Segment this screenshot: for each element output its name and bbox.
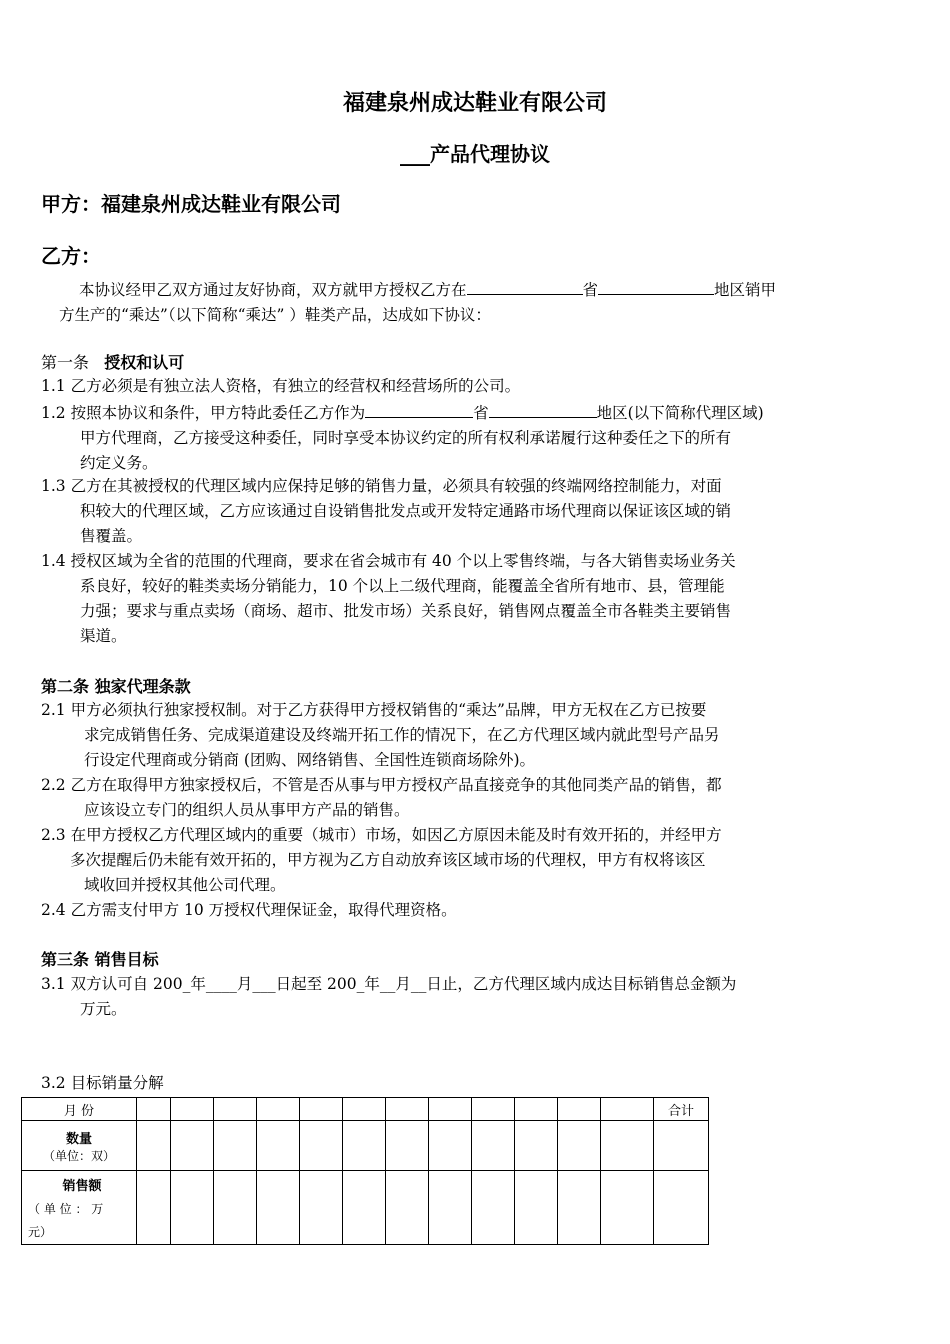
party-b: 乙方： <box>41 244 101 268</box>
table-cell[interactable] <box>472 1098 515 1121</box>
table-row-month <box>22 1098 709 1121</box>
clause-3-2: 3.2 目标销量分解 <box>41 1074 164 1092</box>
article3-heading: 第三条 销售目标 <box>41 950 159 969</box>
clause-2-4: 2.4 乙方需支付甲方 10 万授权代理保证金，取得代理资格。 <box>41 901 457 919</box>
company-title: 福建泉州成达鞋业有限公司 <box>342 91 607 116</box>
table-cell[interactable] <box>257 1098 300 1121</box>
sales-label-cell: 销售额 （ 单 位 ： 万 元） <box>22 1171 137 1245</box>
table-cell[interactable] <box>429 1098 472 1121</box>
clause-1-1: 1.1 乙方必须是有独立法人资格，有独立的经营权和经营场所的公司。 <box>41 377 521 395</box>
table-cell[interactable] <box>386 1098 429 1121</box>
table-cell[interactable] <box>343 1171 386 1245</box>
table-cell[interactable] <box>171 1098 214 1121</box>
intro-text-1: 本协议经甲乙双方通过友好协商，双方就甲方授权乙方在 <box>79 281 467 299</box>
table-cell[interactable] <box>257 1171 300 1245</box>
article2-heading: 第二条 独家代理条款 <box>41 677 191 696</box>
table-cell[interactable] <box>515 1171 558 1245</box>
table-cell[interactable] <box>558 1171 601 1245</box>
table-cell[interactable] <box>300 1098 343 1121</box>
table-row-sales <box>22 1171 709 1245</box>
table-cell[interactable] <box>386 1121 429 1171</box>
table-row-quantity <box>22 1121 709 1171</box>
clause-1-2: 1.2 按照本协议和条件，甲方特此委任乙方作为 省 地区(以下简称代理区域) 甲方代理商，乙方接受这种委任，同时享受本协议约定的所有权利承诺履行这种委任之下的所有 约定义务。 <box>41 399 886 476</box>
table-cell[interactable] <box>214 1098 257 1121</box>
table-cell[interactable] <box>257 1121 300 1171</box>
clause-2-1: 2.1 甲方必须执行独家授权制。对于乙方获得甲方授权销售的“乘达”品牌，甲方无权在乙方已按要 求完成销售任务、完成渠道建设及终端开拓工作的情况下，在乙方代理区域内就此型号产品另 行设定代理商或分销商 (团购、网络销售、全国性连锁商场除外)。 <box>41 701 720 769</box>
table-cell[interactable] <box>601 1098 654 1121</box>
intro-province: 省 <box>582 281 599 299</box>
month-label-cell: 月 份 <box>22 1098 137 1121</box>
table-cell[interactable] <box>171 1121 214 1171</box>
table-cell[interactable] <box>300 1171 343 1245</box>
table-cell[interactable] <box>386 1171 429 1245</box>
clause-3-1: 3.1 双方认可自 200_年____月___日起至 200_年__月__日止，乙方代理区域内成达目标销售总金额为 万元。 <box>41 975 737 1018</box>
table-cell[interactable] <box>472 1171 515 1245</box>
quantity-label-cell: 数量 （单位：双） <box>22 1121 137 1171</box>
party-a: 甲方：福建泉州成达鞋业有限公司 <box>41 192 341 216</box>
table-cell[interactable] <box>214 1121 257 1171</box>
table-cell[interactable] <box>654 1171 709 1245</box>
table-cell[interactable] <box>558 1121 601 1171</box>
table-cell[interactable] <box>515 1098 558 1121</box>
clause-2-3: 2.3 在甲方授权乙方代理区域内的重要（城市）市场，如因乙方原因未能及时有效开拓的，并经甲方 多次提醒后仍未能有效开拓的，甲方视为乙方自动放弃该区域市场的代理权，甲方有权将该区 域收回并授权其他公司代理。 <box>41 826 722 894</box>
table-cell[interactable] <box>601 1121 654 1171</box>
province-blank <box>467 276 583 295</box>
clause-1-3: 1.3 乙方在其被授权的代理区域内应保持足够的销售力量，必须具有较强的终端网络控制能力，对面 积较大的代理区域，乙方应该通过自设销售批发点或开发特定通路市场代理商以保证该区域的销 售覆盖。 <box>41 477 732 545</box>
total-label-cell: 合计 <box>654 1098 709 1121</box>
region-blank <box>598 276 714 295</box>
table-cell[interactable] <box>300 1121 343 1171</box>
table-cell[interactable] <box>429 1121 472 1171</box>
table-cell[interactable] <box>137 1171 171 1245</box>
table-cell[interactable] <box>137 1098 171 1121</box>
clause-2-2: 2.2 乙方在取得甲方独家授权后，不管是否从事与甲方授权产品直接竞争的其他同类产品的销售，都 应该设立专门的组织人员从事甲方产品的销售。 <box>41 776 722 819</box>
agreement-title: ___产品代理协议 <box>400 142 550 166</box>
table-cell[interactable] <box>343 1121 386 1171</box>
table-cell[interactable] <box>601 1171 654 1245</box>
article1-heading: 第一条 授权和认可 <box>41 353 185 372</box>
table-cell[interactable] <box>429 1171 472 1245</box>
intro-text-2: 地区销甲 <box>714 281 777 299</box>
table-cell[interactable] <box>214 1171 257 1245</box>
table-cell[interactable] <box>472 1121 515 1171</box>
clause-1-4: 1.4 授权区域为全省的范围的代理商，要求在省会城市有 40 个以上零售终端，与各大销售卖场业务关 系良好，较好的鞋类卖场分销能力，10 个以上二级代理商，能覆盖全省所有地市、县，管理能 力强；要求与重点卖场（商场、超市、批发市场）关系良好，销售网点覆盖全市各鞋类主要销售 渠道。 <box>41 552 736 645</box>
table-cell[interactable] <box>558 1098 601 1121</box>
table-cell[interactable] <box>137 1121 171 1171</box>
intro-paragraph <box>41 276 886 328</box>
intro-text-3: 方生产的“乘达”（以下简称“乘达” ）鞋类产品，达成如下协议： <box>59 306 491 324</box>
sales-target-table <box>21 1097 709 1245</box>
table-cell[interactable] <box>654 1121 709 1171</box>
table-cell[interactable] <box>171 1171 214 1245</box>
table-cell[interactable] <box>515 1121 558 1171</box>
table-cell[interactable] <box>343 1098 386 1121</box>
